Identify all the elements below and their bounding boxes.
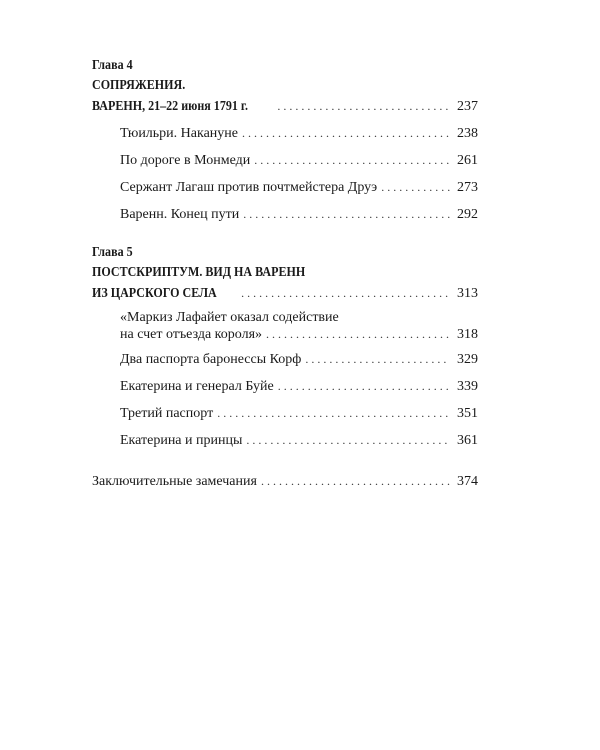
entry-title: Заключительные замечания	[92, 474, 257, 489]
entry-title: Варенн. Конец пути	[120, 207, 240, 222]
toc-entry[interactable]	[92, 204, 478, 225]
page-number: 339	[457, 379, 478, 394]
chapter-4-section	[92, 56, 478, 225]
entry-title: Третий паспорт	[120, 406, 214, 421]
page-number: 313	[457, 286, 478, 301]
toc-entry[interactable]	[92, 403, 478, 424]
entry-title: Екатерина и принцы	[120, 433, 243, 448]
dot-leader	[217, 403, 450, 423]
dot-leader	[278, 376, 450, 396]
chapter-5-section	[92, 243, 478, 451]
dot-leader	[241, 283, 450, 303]
entry-title: ИЗ ЦАРСКОГО СЕЛА	[92, 286, 217, 301]
page-number: 238	[457, 126, 478, 141]
chapter-title: СОПРЯЖЕНИЯ.	[92, 78, 186, 93]
page-number: 361	[457, 433, 478, 448]
toc-entry[interactable]	[92, 376, 478, 397]
toc-entry[interactable]	[92, 150, 478, 171]
toc-entry[interactable]	[92, 123, 478, 144]
page-number: 318	[457, 327, 478, 342]
toc-entry-closing[interactable]	[92, 471, 478, 492]
entry-title-line1: «Маркиз Лафайет оказал содействие	[120, 310, 339, 325]
entry-title: Сержант Лагаш против почтмейстера Друэ	[120, 180, 378, 195]
toc-entry-main[interactable]	[92, 283, 478, 304]
page-number: 237	[457, 99, 478, 114]
page-number: 273	[457, 180, 478, 195]
toc-entry-main[interactable]	[92, 96, 478, 117]
entry-title: ВАРЕНН, 21–22 июня 1791 г.	[92, 99, 249, 114]
chapter-label: Глава 5	[92, 245, 133, 260]
page-number: 329	[457, 352, 478, 367]
dot-leader	[242, 123, 450, 143]
toc-entry[interactable]	[92, 430, 478, 451]
dot-leader	[266, 326, 450, 342]
dot-leader	[277, 96, 450, 116]
toc-entry[interactable]	[92, 177, 478, 198]
dot-leader	[246, 430, 450, 450]
page-number: 374	[457, 474, 478, 489]
entry-title: Екатерина и генерал Буйе	[120, 379, 274, 394]
entry-title: По дороге в Монмеди	[120, 153, 251, 168]
page-number: 292	[457, 207, 478, 222]
entry-title: Тюильри. Накануне	[120, 126, 238, 141]
toc-entry-multiline[interactable]	[92, 310, 478, 343]
entry-title: на счет отъезда короля»	[120, 327, 263, 342]
dot-leader	[243, 204, 450, 224]
page-number: 351	[457, 406, 478, 421]
chapter-label: Глава 4	[92, 58, 133, 73]
dot-leader	[381, 177, 450, 197]
dot-leader	[305, 349, 450, 369]
dot-leader	[254, 150, 450, 170]
page-number: 261	[457, 153, 478, 168]
table-of-contents	[92, 56, 478, 492]
toc-entry[interactable]	[92, 349, 478, 370]
dot-leader	[261, 471, 450, 491]
entry-title: Два паспорта баронессы Корф	[120, 352, 302, 367]
chapter-title: ПОСТСКРИПТУМ. ВИД НА ВАРЕНН	[92, 265, 306, 280]
